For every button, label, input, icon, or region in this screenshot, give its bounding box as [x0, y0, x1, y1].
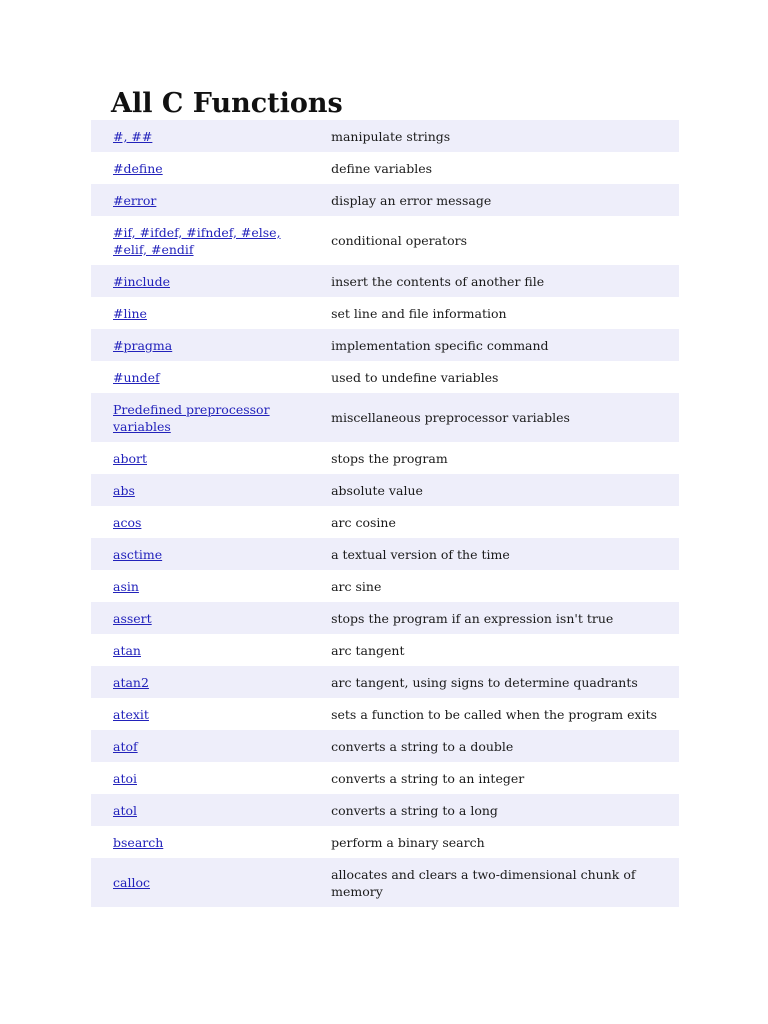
table-row [91, 858, 679, 907]
function-description-cell [310, 442, 679, 474]
function-description: manipulate strings [331, 128, 451, 144]
function-description: implementation specific command [331, 337, 549, 353]
function-description-cell [310, 297, 679, 329]
function-description: stops the program [331, 450, 448, 466]
function-name-cell [91, 666, 310, 698]
function-description-cell [310, 794, 679, 826]
function-description-cell [310, 474, 679, 506]
function-name-cell [91, 393, 310, 442]
function-description-cell [310, 393, 679, 442]
function-name-cell [91, 570, 310, 602]
function-name-cell [91, 297, 310, 329]
table-row [91, 666, 679, 698]
function-description: arc tangent, using signs to determine quadrants [331, 674, 638, 690]
function-link[interactable]: atan [113, 642, 141, 658]
function-description: converts a string to an integer [331, 770, 525, 786]
function-name-cell [91, 698, 310, 730]
function-description-cell [310, 826, 679, 858]
function-description: converts a string to a double [331, 738, 514, 754]
function-description-cell [310, 152, 679, 184]
function-name-cell [91, 538, 310, 570]
function-description: sets a function to be called when the program exits [331, 706, 658, 722]
function-link[interactable]: #undef [113, 369, 160, 385]
function-link[interactable]: Predefined preprocessor variables [113, 401, 270, 434]
functions-table [91, 120, 679, 907]
table-row [91, 152, 679, 184]
table-row [91, 634, 679, 666]
function-link[interactable]: #, ## [113, 128, 153, 144]
table-row [91, 361, 679, 393]
function-description-cell [310, 762, 679, 794]
table-row [91, 538, 679, 570]
table-row [91, 120, 679, 152]
function-name-cell [91, 184, 310, 216]
function-description: absolute value [331, 482, 423, 498]
function-description-cell [310, 570, 679, 602]
table-row [91, 762, 679, 794]
function-description-cell [310, 361, 679, 393]
table-row [91, 826, 679, 858]
table-row [91, 570, 679, 602]
function-link[interactable]: atan2 [113, 674, 149, 690]
function-description: used to undefine variables [331, 369, 499, 385]
function-name-cell [91, 442, 310, 474]
function-name-cell [91, 826, 310, 858]
function-link[interactable]: bsearch [113, 834, 164, 850]
function-link[interactable]: #define [113, 160, 163, 176]
function-link[interactable]: #if, #ifdef, #ifndef, #else, #elif, #endif [113, 224, 281, 257]
function-name-cell [91, 329, 310, 361]
function-description: perform a binary search [331, 834, 485, 850]
function-description: miscellaneous preprocessor variables [331, 410, 570, 425]
function-description-cell [310, 506, 679, 538]
function-link[interactable]: #line [113, 305, 147, 321]
page-title: All C Functions [111, 88, 343, 119]
function-name-cell [91, 602, 310, 634]
function-description: arc tangent [331, 642, 405, 658]
function-link[interactable]: assert [113, 610, 152, 626]
functions-table-body [91, 120, 679, 907]
function-name-cell [91, 152, 310, 184]
table-row [91, 393, 679, 442]
table-row [91, 506, 679, 538]
function-description: arc sine [331, 578, 382, 594]
table-row [91, 698, 679, 730]
function-description-cell [310, 730, 679, 762]
table-row [91, 216, 679, 265]
function-name-cell [91, 265, 310, 297]
table-row [91, 265, 679, 297]
function-description-cell [310, 184, 679, 216]
function-description-cell [310, 602, 679, 634]
function-link[interactable]: asctime [113, 546, 163, 562]
function-link[interactable]: #error [113, 192, 157, 208]
function-link[interactable]: atof [113, 738, 138, 754]
function-name-cell [91, 858, 310, 907]
function-link[interactable]: atexit [113, 706, 149, 722]
function-description: allocates and clears a two-dimensional chunk of memory [331, 866, 636, 899]
function-description-cell [310, 120, 679, 152]
function-link[interactable]: abs [113, 482, 135, 498]
function-link[interactable]: #include [113, 273, 170, 289]
table-row [91, 442, 679, 474]
function-description: set line and file information [331, 305, 507, 321]
function-link[interactable]: atol [113, 802, 137, 818]
function-name-cell [91, 474, 310, 506]
function-name-cell [91, 361, 310, 393]
table-row [91, 730, 679, 762]
function-description: stops the program if an expression isn't true [331, 610, 614, 626]
function-link[interactable]: asin [113, 578, 139, 594]
function-description-cell [310, 216, 679, 265]
table-row [91, 184, 679, 216]
function-description-cell [310, 538, 679, 570]
function-description: insert the contents of another file [331, 273, 545, 289]
function-description-cell [310, 329, 679, 361]
function-name-cell [91, 506, 310, 538]
function-description: converts a string to a long [331, 802, 498, 818]
function-link[interactable]: acos [113, 514, 142, 530]
function-description: arc cosine [331, 514, 396, 530]
function-name-cell [91, 634, 310, 666]
table-row [91, 602, 679, 634]
function-name-cell [91, 120, 310, 152]
table-row [91, 474, 679, 506]
function-name-cell [91, 794, 310, 826]
function-description-cell [310, 634, 679, 666]
table-row [91, 297, 679, 329]
table-row [91, 329, 679, 361]
function-description: a textual version of the time [331, 546, 510, 562]
function-description-cell [310, 698, 679, 730]
function-name-cell [91, 216, 310, 265]
table-row [91, 794, 679, 826]
function-link[interactable]: calloc [113, 875, 150, 890]
function-description: define variables [331, 160, 433, 176]
function-description-cell [310, 858, 679, 907]
function-description-cell [310, 666, 679, 698]
function-name-cell [91, 762, 310, 794]
function-name-cell [91, 730, 310, 762]
function-description: conditional operators [331, 233, 467, 248]
function-link[interactable]: atoi [113, 770, 137, 786]
function-description-cell [310, 265, 679, 297]
function-link[interactable]: abort [113, 450, 147, 466]
function-description: display an error message [331, 192, 492, 208]
function-link[interactable]: #pragma [113, 337, 173, 353]
